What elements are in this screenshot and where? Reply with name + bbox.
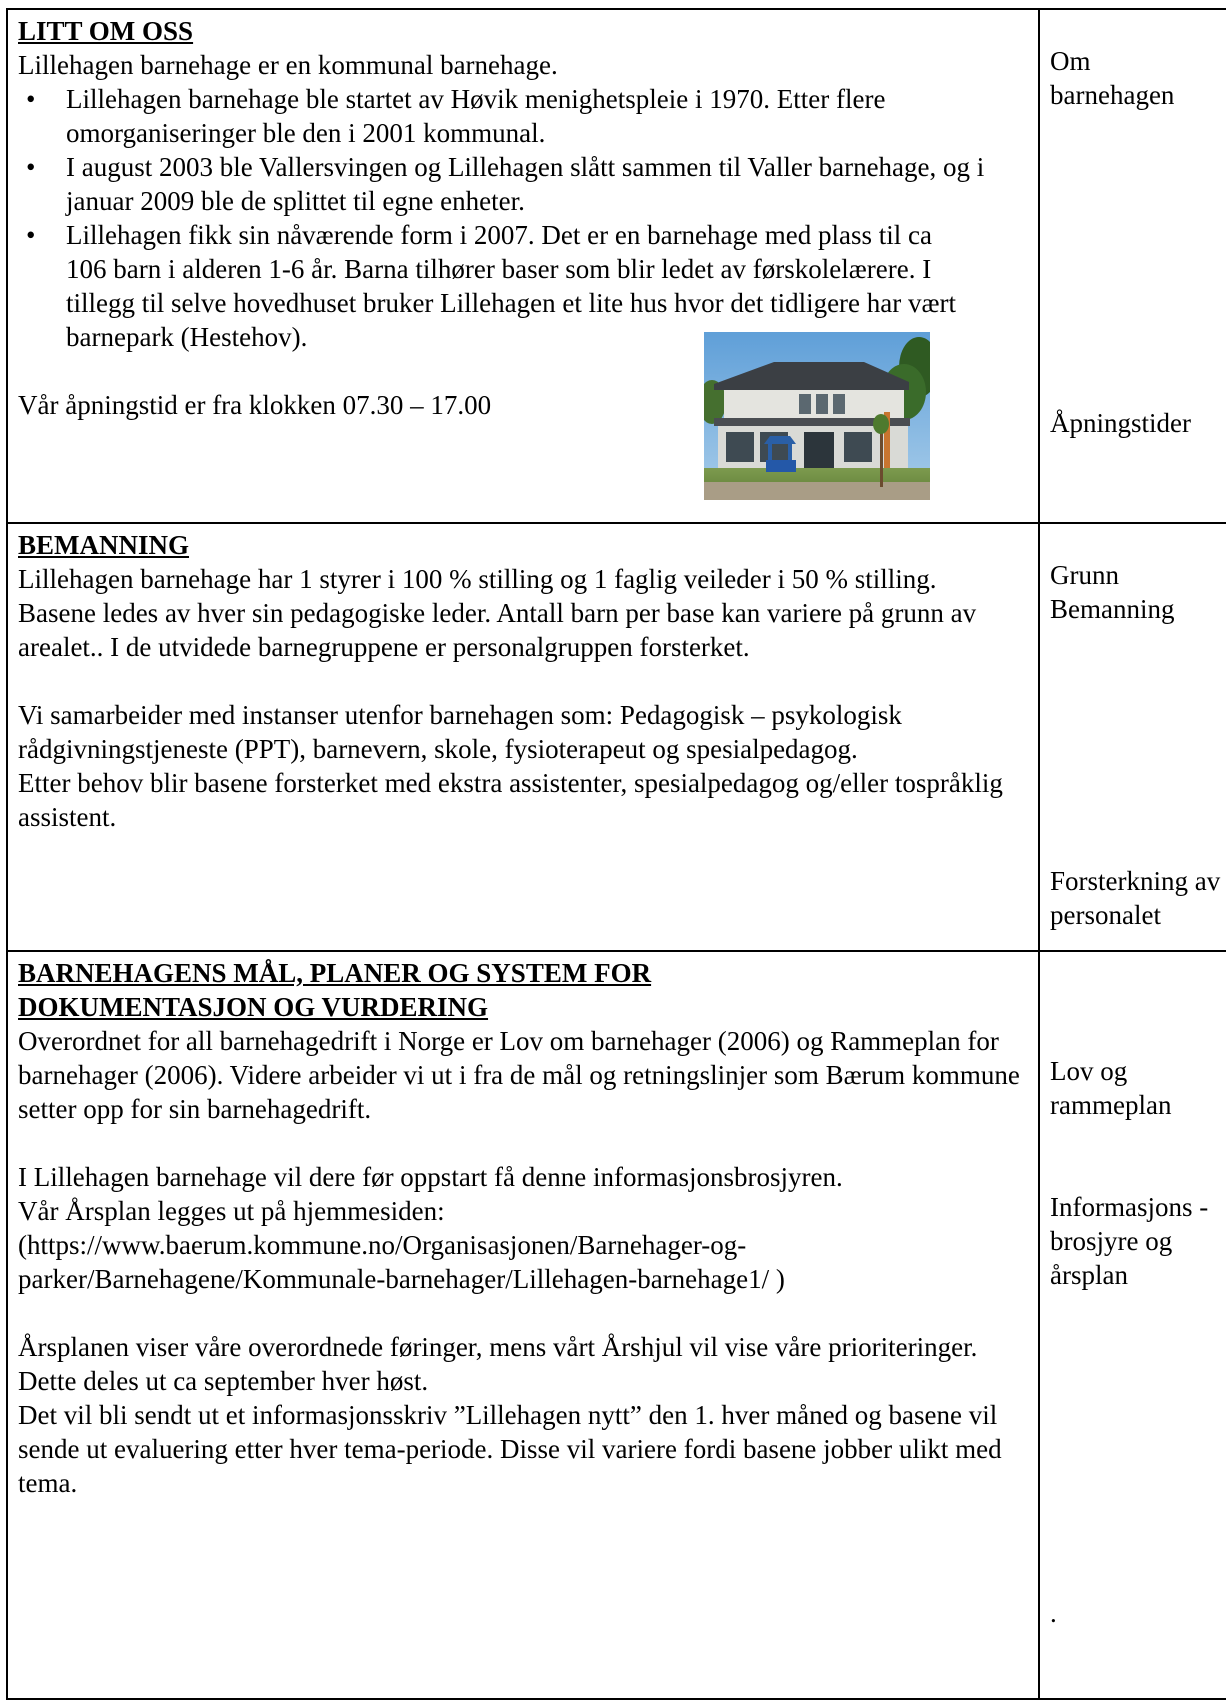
paragraph: Vi samarbeider med instanser utenfor barnehagen som: Pedagogisk – psykologisk rådgivningstjeneste (PPT), barnevern, skole, fysioterapeut og spesialpedagog.	[18, 700, 902, 764]
paragraph: Årsplanen viser våre overordnede føringer, mens vårt Årshjul vil vise våre prioriteringer. Dette deles ut ca september hver høst.	[18, 1332, 978, 1396]
section-goals-main	[7, 951, 1039, 1699]
side-label-reinforcement: Forsterkning av personalet	[1050, 866, 1221, 930]
list-item: • I august 2003 ble Vallersvingen og Lillehagen slått sammen til Valler barnehage, og i januar 2009 ble de splittet til egne enheter.	[66, 150, 1028, 218]
paragraph: Etter behov blir basene forsterket med ekstra assistenter, spesialpedagog og/eller tospråklig assistent.	[18, 768, 1003, 832]
content-table	[6, 8, 1226, 1700]
section-staffing-main	[7, 523, 1039, 951]
side-label-about: Om barnehagen	[1050, 46, 1175, 110]
paragraph: I Lillehagen barnehage vil dere før oppstart få denne informasjonsbrosjyren.	[18, 1162, 843, 1192]
paragraph: Overordnet for all barnehagedrift i Norge er Lov om barnehager (2006) og Rammeplan for barnehager (2006). Videre arbeider vi ut i fra de mål og retningslinjer som Bærum kommune setter opp for sin barnehagedrift.	[18, 1026, 1020, 1124]
side-label-staffing: Grunn Bemanning	[1050, 560, 1175, 624]
section-goals-row	[7, 951, 1226, 1699]
section-heading: BEMANNING	[18, 530, 190, 560]
paragraph: Det vil bli sendt ut et informasjonsskriv ”Lillehagen nytt” den 1. hver måned og basene vil sende ut evaluering etter hver tema-periode. Disse vil variere fordi basene jobber ulikt med tema.	[18, 1400, 1002, 1498]
list-item: • Lillehagen fikk sin nåværende form i 2007. Det er en barnehage med plass til ca 106 barn i alderen 1-6 år. Barna tilhører baser som blir ledet av førskolelærere. I tillegg til selve hovedhuset bruker Lillehagen et lite hus hvor det tidligere har vært barnepark (Hestehov).	[66, 218, 966, 354]
intro-text: Lillehagen barnehage er en kommunal barnehage.	[18, 50, 558, 80]
paragraph: Lillehagen barnehage har 1 styrer i 100 % stilling og 1 faglig veileder i 50 % stilling.	[18, 564, 937, 594]
section-goals-side	[1039, 951, 1226, 1699]
paragraph: Basene ledes av hver sin pedagogiske leder. Antall barn per base kan variere på grunn av arealet.. I de utvidede barnegruppene er personalgruppen forsterket.	[18, 598, 977, 662]
side-label-law: Lov og rammeplan	[1050, 1056, 1172, 1120]
section-heading-line2: DOKUMENTASJON OG VURDERING	[18, 992, 489, 1022]
side-label-opening: Åpningstider	[1050, 408, 1191, 438]
section-about-side	[1039, 9, 1226, 523]
opening-hours-text: Vår åpningstid er fra klokken 07.30 – 17.00	[18, 390, 492, 420]
section-heading-line1: BARNEHAGENS MÅL, PLANER OG SYSTEM FOR	[18, 958, 652, 988]
section-about-main	[7, 9, 1039, 523]
kindergarten-photo	[704, 332, 930, 500]
section-about-row	[7, 9, 1226, 523]
section-staffing-side	[1039, 523, 1226, 951]
side-label-dot: .	[1050, 1598, 1057, 1628]
section-staffing-row	[7, 523, 1226, 951]
document-page	[6, 8, 1226, 1706]
history-list	[18, 82, 1028, 354]
side-label-information: Informasjons - brosjyre og årsplan	[1050, 1192, 1209, 1290]
url-text: (https://www.baerum.kommune.no/Organisasjonen/Barnehager-og-parker/Barnehagene/Kommunale-barnehager/Lillehagen-barnehage1/ )	[18, 1230, 785, 1294]
list-item: • Lillehagen barnehage ble startet av Høvik menighetspleie i 1970. Etter flere omorganiseringer ble den i 2001 kommunal.	[66, 82, 1028, 150]
section-heading: LITT OM OSS	[18, 16, 194, 46]
paragraph: Vår Årsplan legges ut på hjemmesiden:	[18, 1196, 445, 1226]
